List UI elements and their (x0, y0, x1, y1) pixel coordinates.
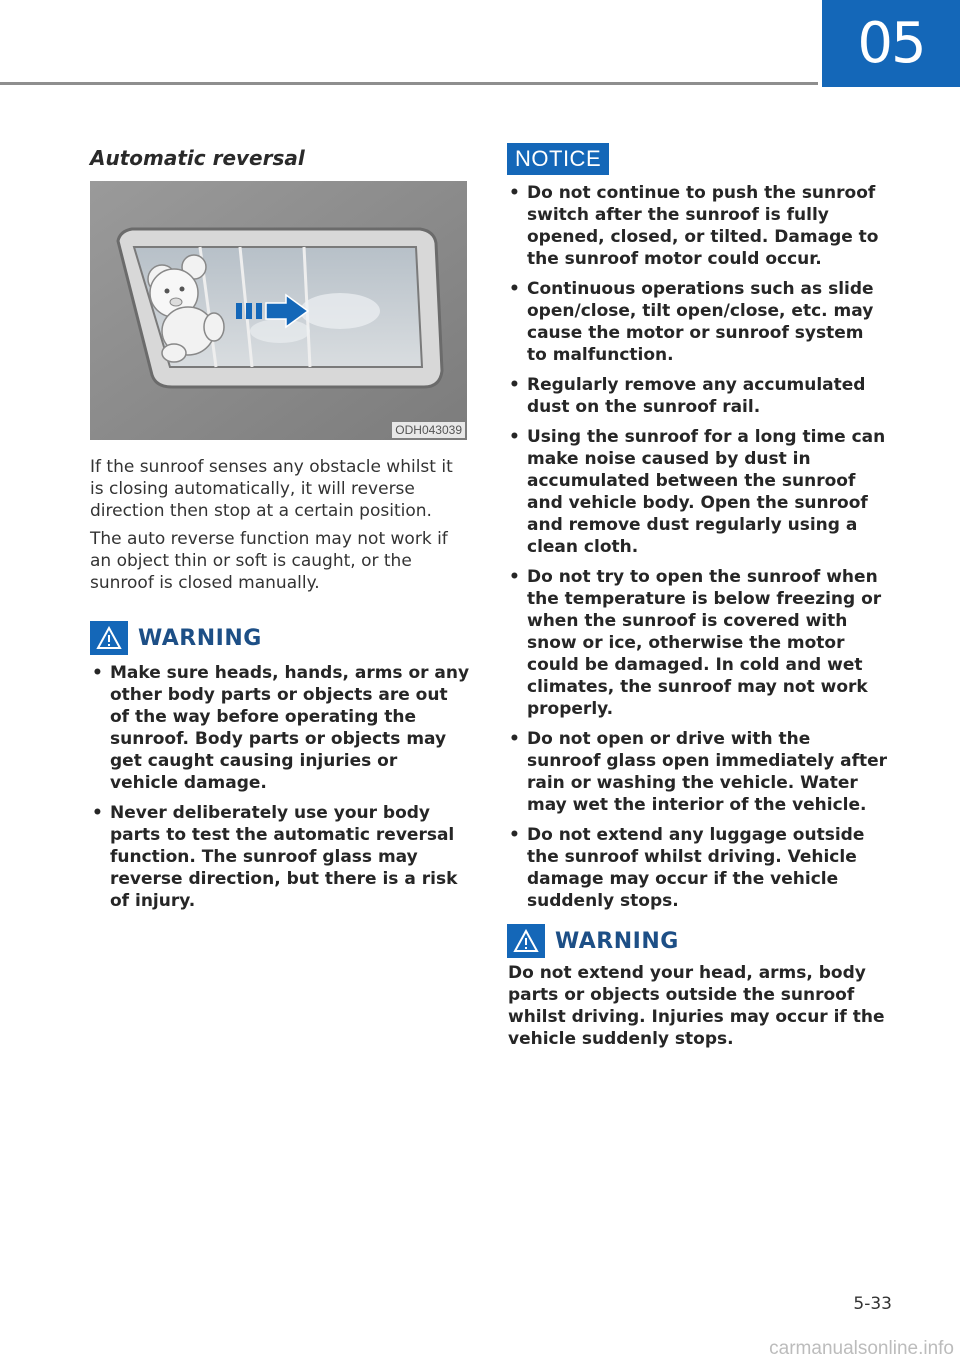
warning-text-right: Do not extend your head, arms, body parts or objects outside the sunroof whilst driving. Injuries may occur if the vehicle suddenly stops. (508, 963, 885, 1049)
warning-label-right: WARNING (555, 928, 679, 954)
header-rule (0, 82, 818, 85)
page-number: 5-33 (853, 1294, 892, 1314)
list-item: • Do not try to open the sunroof when the temperature is below freezing or when the sunroof is covered with snow or ice, otherwise the motor could be damaged. In cold and wet climates, the sunroof may not work properly. (507, 566, 889, 720)
warning-triangle-icon (90, 621, 128, 655)
warning-list-left (90, 662, 470, 920)
list-item: • Make sure heads, hands, arms or any other body parts or objects are out of the way before operating the sunroof. Body parts or objects may get caught causing injuries or vehicle damage. (90, 662, 470, 794)
warning-label-left: WARNING (138, 625, 262, 651)
warning-triangle-icon (507, 924, 545, 958)
chapter-tab: 05 (822, 0, 960, 87)
list-item: • Using the sunroof for a long time can make noise caused by dust in accumulated between the sunroof and vehicle body. Open the sunroof and remove dust regularly using a clean cloth. (507, 426, 889, 558)
list-item: • Never deliberately use your body parts to test the automatic reversal function. The sunroof glass may reverse direction, but there is a risk of injury. (90, 802, 470, 912)
body-paragraph-1: If the sunroof senses any obstacle whilst it is closing automatically, it will reverse direction then stop at a certain position. (90, 457, 453, 521)
warning-heading-right (507, 924, 679, 958)
list-item: • Regularly remove any accumulated dust on the sunroof rail. (507, 374, 889, 418)
sunroof-drawing (90, 181, 467, 440)
notice-list (507, 182, 889, 920)
section-heading: Automatic reversal (90, 146, 305, 170)
figure-code: ODH043039 (392, 422, 465, 438)
sunroof-illustration (90, 181, 467, 440)
list-item: • Do not open or drive with the sunroof glass open immediately after rain or washing the vehicle. Water may wet the interior of the vehicle. (507, 728, 889, 816)
list-item: • Do not extend any luggage outside the sunroof whilst driving. Vehicle damage may occur if the vehicle suddenly stops. (507, 824, 889, 912)
warning-heading-left (90, 621, 262, 655)
list-item: • Do not continue to push the sunroof switch after the sunroof is fully opened, closed, or tilted. Damage to the sunroof motor could occur. (507, 182, 889, 270)
list-item: • Continuous operations such as slide open/close, tilt open/close, etc. may cause the motor or sunroof system to malfunction. (507, 278, 889, 366)
watermark: carmanualsonline.info (769, 1338, 954, 1359)
body-paragraph-2: The auto reverse function may not work if an object thin or soft is caught, or the sunroof is closed manually. (90, 529, 448, 593)
notice-badge: NOTICE (507, 143, 609, 175)
